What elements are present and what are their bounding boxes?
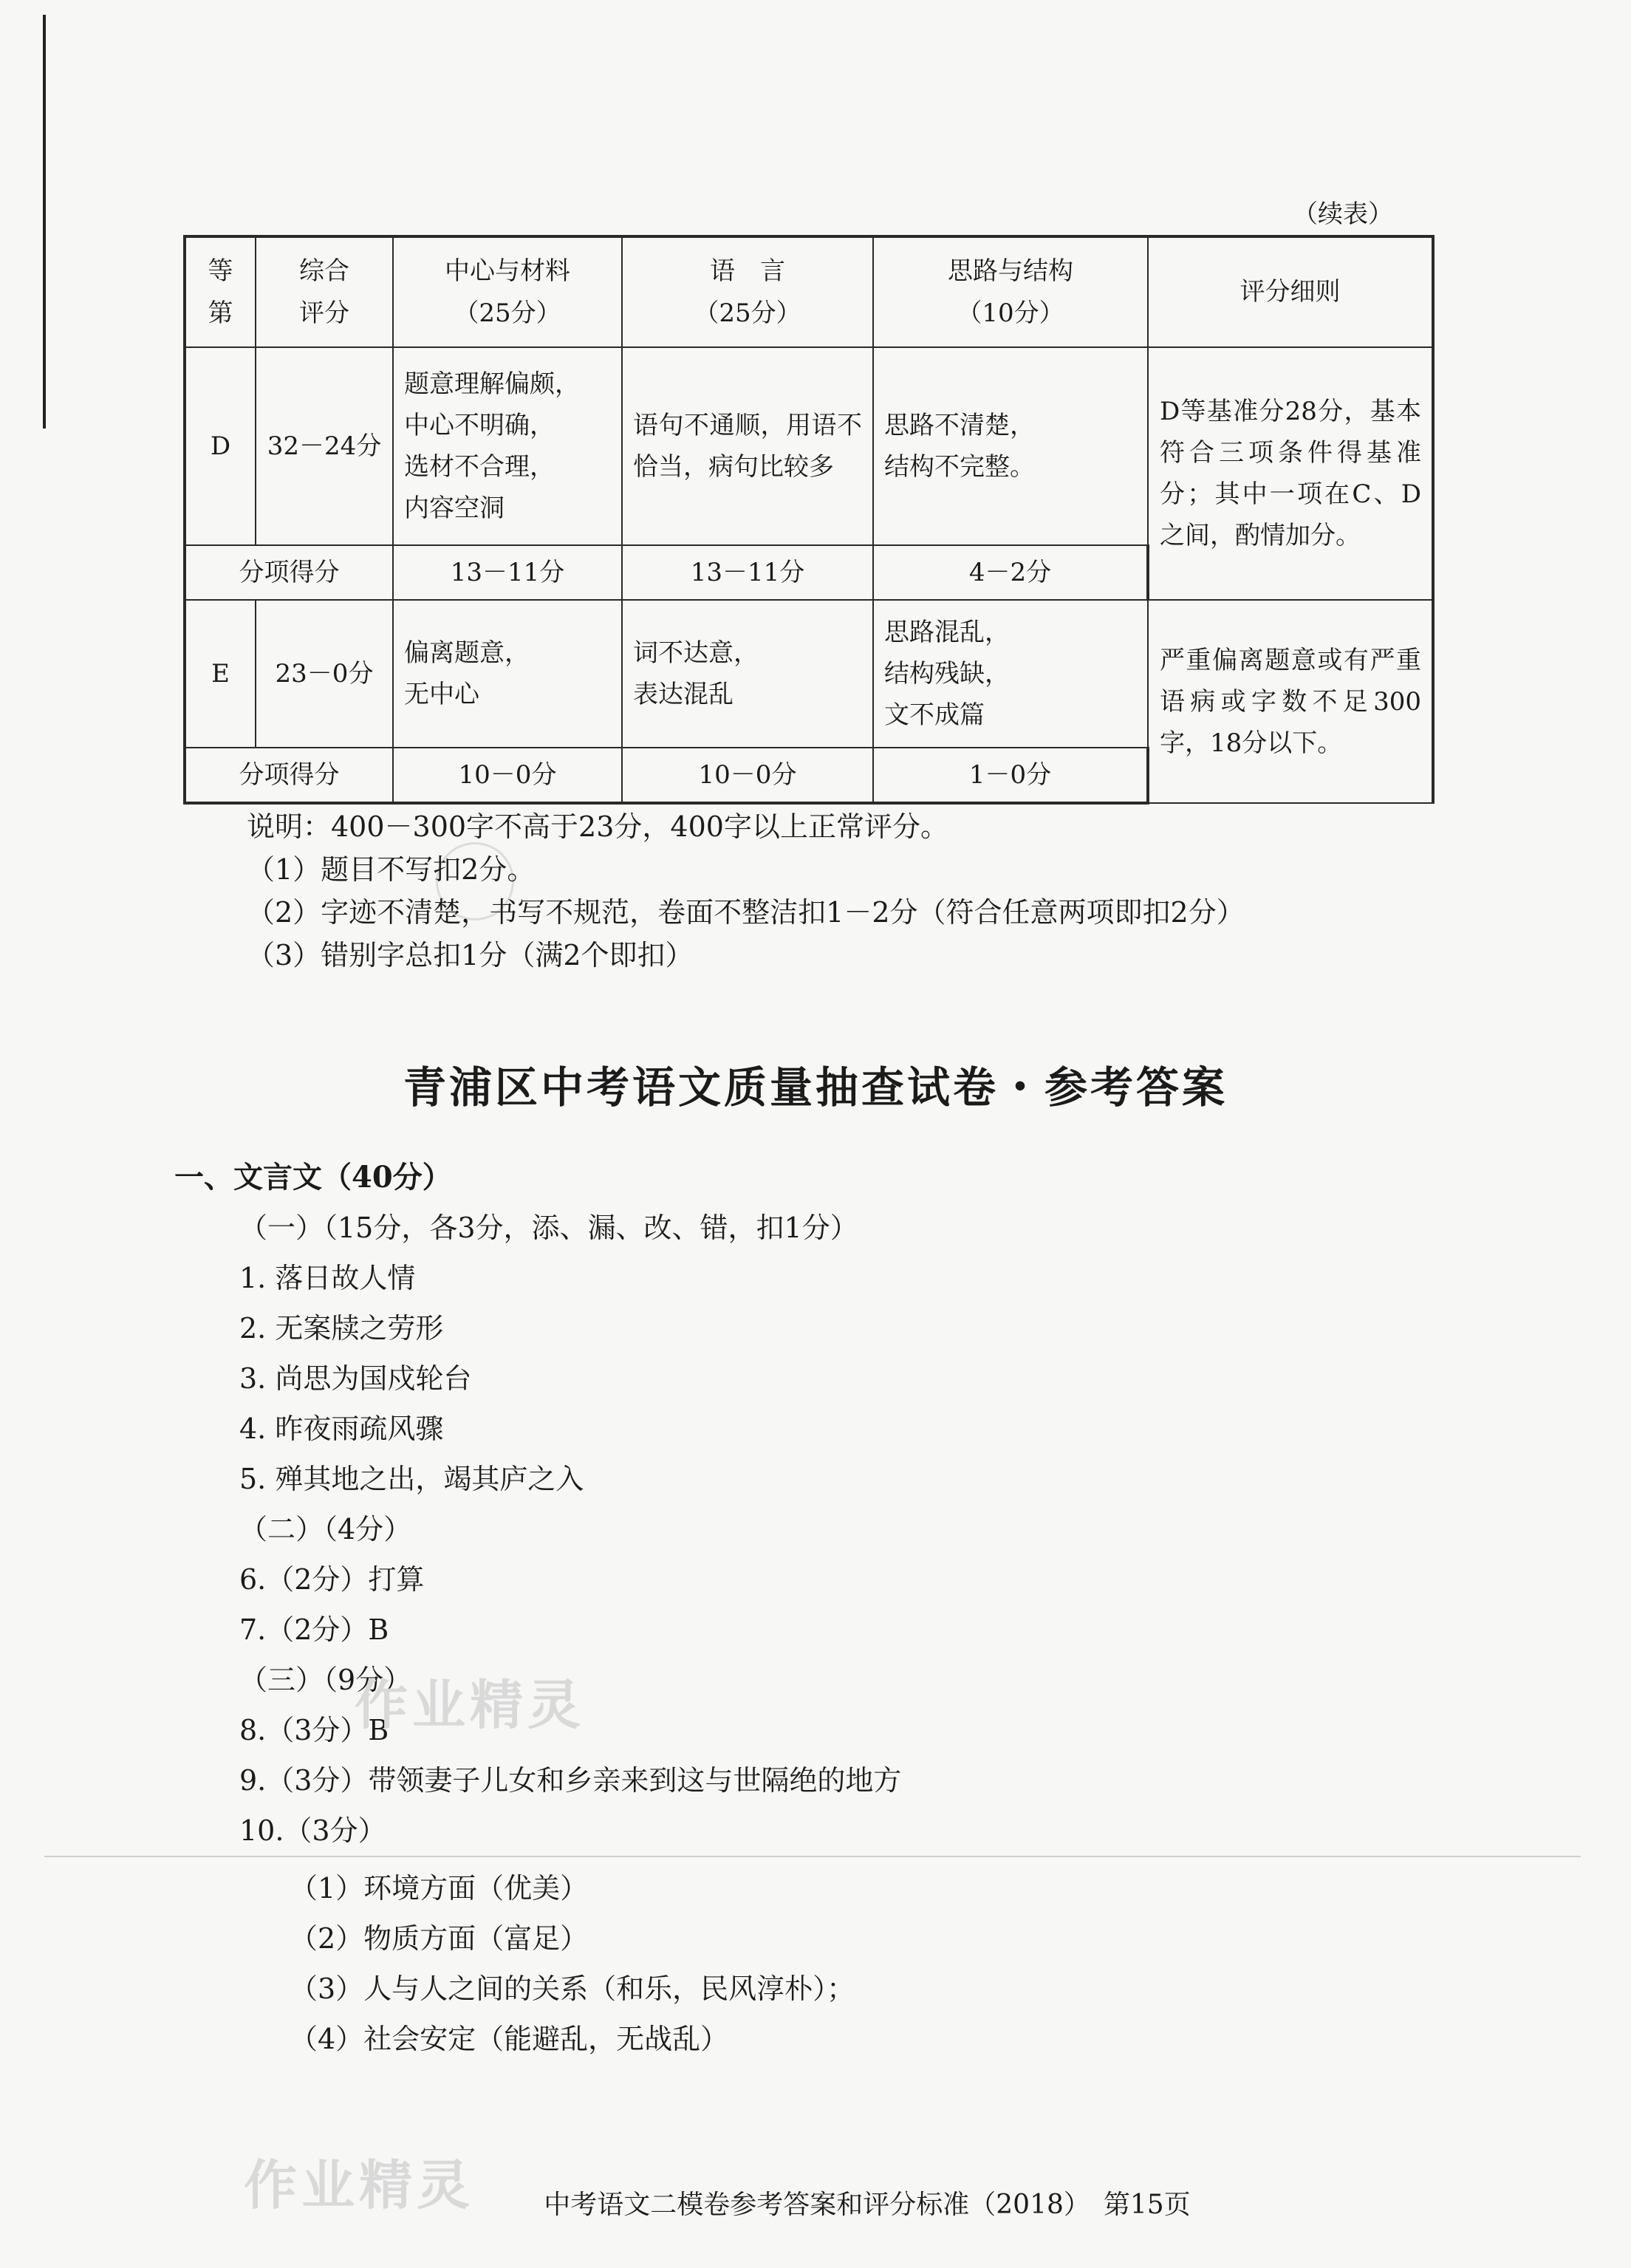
list-item: 4. 昨夜雨疏风骤: [239, 1413, 444, 1445]
watermark: 作业精灵: [355, 1674, 586, 1736]
language-cell: 语句不通顺，用语不恰当，病句比较多: [622, 347, 873, 545]
section-heading: 一、文言文（40分）: [174, 1160, 452, 1195]
rules-cell: D等基准分28分，基本符合三项条件得基准分；其中一项在C、D之间，酌情加分。: [1148, 347, 1433, 600]
list-item: 2. 无案牍之劳形: [239, 1312, 444, 1345]
list-item: （1）环境方面（优美）: [290, 1872, 589, 1905]
subscore-language: 10－0分: [622, 748, 873, 803]
rules-cell: 严重偏离题意或有严重语病或字数不足300字，18分以下。: [1148, 600, 1433, 803]
note-line: （3）错别字总扣1分（满2个即扣）: [247, 939, 694, 971]
sub-answer-list: [290, 1863, 855, 2064]
list-item: 3. 尚思为国戍轮台: [239, 1362, 472, 1395]
list-item: （4）社会安定（能避乱，无战乱）: [290, 2023, 729, 2055]
content-cell: 题意理解偏颇， 中心不明确， 选材不合理， 内容空洞: [393, 347, 622, 545]
list-item: （三）（9分）: [239, 1664, 412, 1696]
structure-cell: 思路混乱， 结构残缺， 文不成篇: [873, 600, 1148, 748]
subscore-label: 分项得分: [185, 748, 393, 803]
margin-line: [43, 15, 46, 428]
subscore-label: 分项得分: [185, 545, 393, 600]
header-language: 语 言 （25分）: [622, 236, 873, 347]
language-cell: 词不达意， 表达混乱: [622, 600, 873, 748]
page-footer: 中考语文二模卷参考答案和评分标准（2018） 第15页: [544, 2190, 1191, 2220]
structure-cell: 思路不清楚， 结构不完整。: [873, 347, 1148, 545]
subscore-content: 13－11分: [393, 545, 622, 600]
grade-cell: D: [185, 347, 256, 545]
subscore-structure: 4－2分: [873, 545, 1148, 600]
list-item: （一）（15分，各3分，添、漏、改、错，扣1分）: [239, 1212, 858, 1244]
header-structure: 思路与结构 （10分）: [873, 236, 1148, 347]
header-rules: 评分细则: [1148, 236, 1433, 347]
note-line: （1）题目不写扣2分。: [247, 853, 536, 886]
list-item: 9.（3分）带领妻子儿女和乡亲来到这与世隔绝的地方: [239, 1764, 902, 1797]
subscore-content: 10－0分: [393, 748, 622, 803]
table-header-row: [185, 236, 1433, 347]
answer-list: [239, 1203, 901, 1856]
list-item: 8.（3分）B: [239, 1714, 389, 1746]
list-item: （二）（4分）: [239, 1513, 412, 1545]
table-row: [185, 347, 1433, 545]
grading-table: [183, 235, 1435, 805]
notes: [247, 805, 1245, 977]
header-grade: 等第: [185, 236, 256, 347]
score-cell: 32－24分: [256, 347, 393, 545]
watermark: 作业精灵: [244, 2154, 475, 2216]
list-item: 10.（3分）: [239, 1814, 386, 1847]
note-line: 说明：400－300字不高于23分，400字以上正常评分。: [247, 810, 948, 843]
page-title: 青浦区中考语文质量抽查试卷・参考答案: [403, 1062, 1228, 1113]
list-item: 7.（2分）B: [239, 1613, 389, 1646]
score-cell: 23－0分: [256, 600, 393, 748]
table-row: [185, 600, 1433, 748]
scan-divider: [44, 1856, 1581, 1857]
list-item: 5. 殚其地之出，竭其庐之入: [239, 1463, 584, 1495]
subscore-structure: 1－0分: [873, 748, 1148, 803]
header-overall: 综合 评分: [256, 236, 393, 347]
list-item: （2）物质方面（富足）: [290, 1922, 589, 1955]
list-item: 1. 落日故人情: [239, 1262, 416, 1294]
continued-label: （续表）: [1293, 199, 1393, 229]
content-cell: 偏离题意， 无中心: [393, 600, 622, 748]
list-item: （3）人与人之间的关系（和乐，民风淳朴）；: [290, 1972, 855, 2005]
list-item: 6.（2分）打算: [239, 1563, 425, 1596]
note-line: （2）字迹不清楚，书写不规范，卷面不整洁扣1－2分（符合任意两项即扣2分）: [247, 896, 1245, 929]
header-content: 中心与材料 （25分）: [393, 236, 622, 347]
grade-cell: E: [185, 600, 256, 748]
subscore-language: 13－11分: [622, 545, 873, 600]
